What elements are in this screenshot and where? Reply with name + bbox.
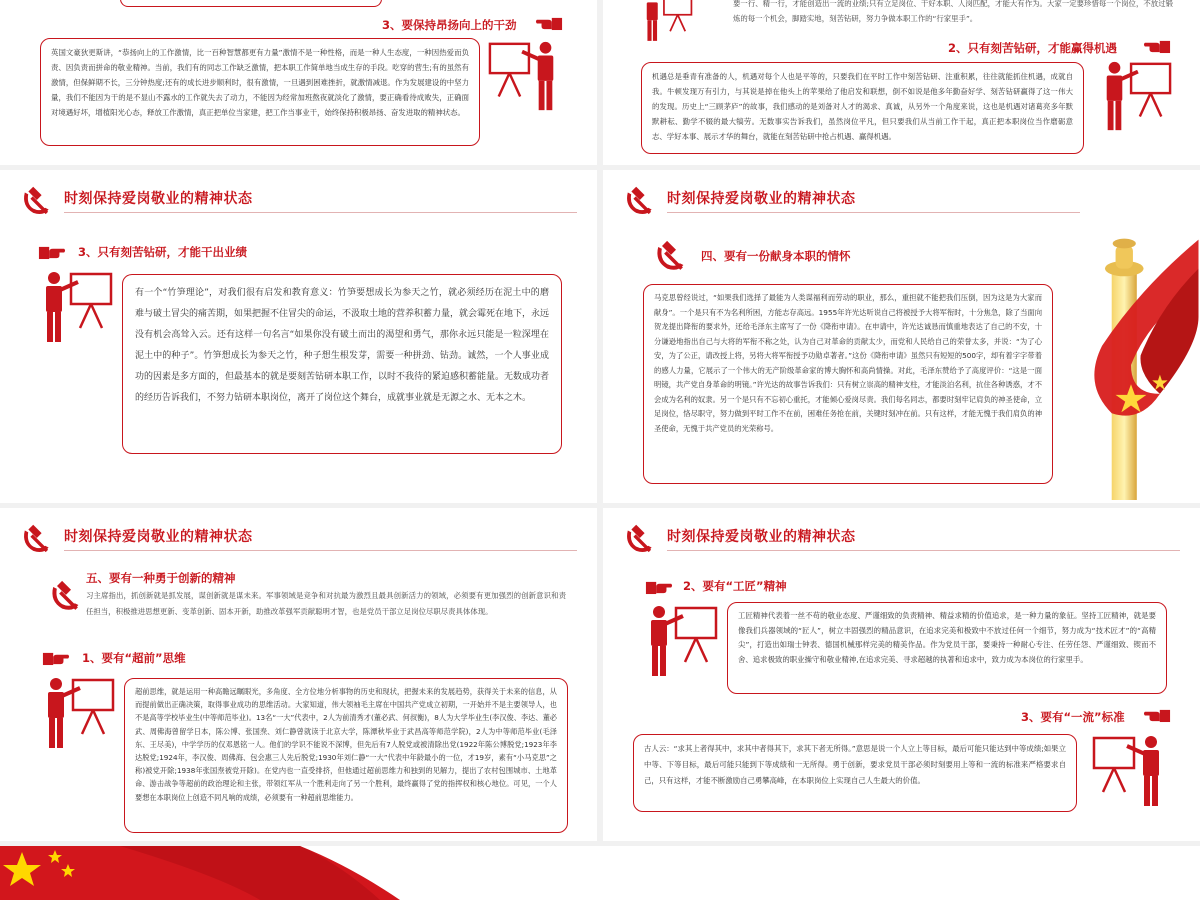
title-underline <box>64 550 577 551</box>
slide-bottom-left <box>0 508 597 841</box>
content-text: 古人云：“求其上者得其中，求其中者得其下，求其下者无所得。”意思是说一个人立上等目标，最后可能只能达到中等成绩;如果立中等、下等目标，最后可能只能到下等成绩和一无所得。勇于创新，要求党员干部必须时刻要用上等和一流的标准来严格要求自己，只有这样，才能不断激励自己勇攀高峰，在本职岗位上实现自己人生最大的价值。 <box>644 744 1066 785</box>
hand-point-icon <box>1143 708 1171 723</box>
party-emblem-icon <box>18 184 52 218</box>
content-text: 有一个“竹笋理论”，对我们很有启发和教育意义：竹笋要想成长为参天之竹，就必须经历在泥土中的磨难与破土冒尖的痛苦期，如果把握不住冒尖的命运，不汲取土地的营养积蓄力量，就会霉死在地下，永远没有机会高耸入云。还有这样一句名言“如果你没有破土而出的渴望和勇气，那你永远只能是一粒深埋在泥土中的种子”。竹笋想成长为参天之竹，种子想生根发芽，需要一种拼劲、钻劲。诚然，一个人事业成功的因素是多方面的，但最基本的就是要刻苦钻研本职工作，以时不我待的紧迫感积蓄能量。无数成功者的经历告诉我们，不努力钻研本职岗位，离开了岗位这个舞台，成就事业就是无源之水、无本之木。 <box>135 288 550 403</box>
teacher-board-icon <box>1091 732 1171 812</box>
hand-point-icon <box>645 580 673 595</box>
content-box <box>122 274 562 454</box>
sickle-hammer-icon <box>46 578 82 614</box>
slide-top-left <box>0 0 597 165</box>
slide-title: 时刻保持爱岗敬业的精神状态 <box>667 529 856 545</box>
slide-title: 时刻保持爱岗敬业的精神状态 <box>64 529 253 545</box>
content-text: 机遇总是垂青有准备的人，机遇对每个人也是平等的，只要我们在平时工作中刻苦钻研、注重积累，往往就能抓住机遇，成就自我。牛顿发现万有引力，与其说是掉在他头上的苹果给了他启发和联想，倒不如说是他多年勤奋好学、刻苦钻研赢得了这一伟大的发现。历史上“三顾茅庐”的故事，我们感动的是刘备对人才的渴求、真诚，从另外一个角度来说，这也是机遇对诸葛亮多年默默耕耘、勤学不辍的最大犒劳。无数事实告诉我们，虽然岗位平凡，但只要我们从当前工作干起，真正把本职岗位当作磨砺意志、学好本事、展示才华的舞台，就能在刻苦钻研中抢占机遇、赢得机遇。 <box>652 72 1073 141</box>
content-box <box>643 284 1053 484</box>
content-text: 英国文豪狄更斯讲，“恭扬向上的工作激情，比一百种智慧都更有力量”激情不是一种性格，而是一种人生态度，一种因热爱而负责、因负责而拼命的敬业精神。当前，我们有的同志工作缺乏激情，把本职工作简单地当成生存的手段。吃穿的营生;有的虽然有激情，但保鲜期不长，三分钟热度;还有的成长进步顺利时，很有激情，一旦遇到困难挫折，就激情减退。作为发展建设的中坚力量，我们不能因为干的是不显山不露水的工作就失去了动力，不能因为经常加班熬夜就淡化了激情，要正确看待成败失，正确面对境遇好坏，增植阳光心态，释放工作激情，真正把单位当家建，把工作当事业干，始终保持积极昂扬、奋发进取的精神状态。 <box>51 48 469 117</box>
party-emblem-icon <box>18 522 52 556</box>
slide-mid-left <box>0 170 597 503</box>
slide-bottom-strip <box>0 846 1200 900</box>
teacher-board-icon <box>36 674 116 754</box>
content-box <box>641 62 1084 154</box>
hand-point-icon <box>1143 39 1171 54</box>
teacher-board-icon <box>487 38 565 116</box>
hand-point-icon <box>38 245 66 260</box>
slide-mid-right <box>603 170 1200 503</box>
section-heading: 2、要有“工匠”精神 <box>683 579 787 593</box>
teacher-board-icon <box>1095 58 1173 136</box>
content-box <box>633 734 1077 812</box>
section-heading: 四、要有一份献身本职的情怀 <box>701 249 851 263</box>
content-box <box>124 678 568 833</box>
content-text: 超前思维，就是运用一种高瞻远瞩眼光，多角度、全方位地分析事物的历史和现状，把握未来的发展趋势，获得关于未来的信息，从而提前做出正确决策，取得事业成功的思维活动。大家知道，伟大领袖毛主席在中国共产党成立初期，一开始并不是主要领导人，也不是高等学校毕业生(中等师范毕业)。13名“一大”代表中，2人为前清秀才(董必武、何叔衡)，8人为大学毕业生(李汉俊、李达、董必武、周佛海曾留学日本，陈公博、张国焘、刘仁静曾就读于北京大学，陈潭秋毕业于武昌高等师范学院)，2人为中等师范毕业(毛泽东、王尽美)，中学学历的仅邓恩铭一人。他们的学识不能说不深博，但先后有7人脱党或被清除出党(1922年陈公博脱党;1923年李达脱党;1924年，李汉俊、周佛海、包会惠三人先后脱党;1930年刘仁静“一大”代表中年龄最小的一位，才19岁，素有“小马克思”之称)被党开除;1938年张国焘被党开除)。在党内也一直受排挤，但他通过超前思维力和独到的见解力，提出了农村包围城市、土地革命、游击战争等超前的政治理论和主张，带领红军从一个胜利走向了另一个胜利，最终赢得了党的指挥权和核心地位。可见，一个人要想在本职岗位上创造不同凡响的成绩，必须要有一种超前思维能力。 <box>135 687 557 802</box>
previous-box-edge <box>120 0 382 7</box>
content-box <box>727 602 1167 694</box>
section-heading: 3、要保持昂扬向上的干劲 <box>382 18 517 32</box>
section-text: 习主席指出，抓创新就是抓发展，谋创新就是谋未来。军事领域是竞争和对抗最为激烈且最具创新活力的领域，必须要有更加强烈的创新意识和责任担当，积极推进思想更新、变革创新、固本开新，助推改革强军贡献聪明才智，也是党员干部立足岗位尽职尽责具体体现。 <box>86 591 566 616</box>
slide-title: 时刻保持爱岗敬业的精神状态 <box>667 191 856 207</box>
sickle-hammer-icon <box>651 238 687 274</box>
slide-top-right <box>603 0 1200 165</box>
section-heading: 1、要有“超前”思维 <box>82 651 186 665</box>
section-heading: 五、要有一种勇于创新的精神 <box>86 571 236 585</box>
hand-point-icon <box>535 16 563 31</box>
teacher-board-icon <box>34 268 114 348</box>
section-heading: 3、只有刻苦钻研，才能干出业绩 <box>78 245 247 259</box>
title-underline <box>667 550 1180 551</box>
huabiao-column-image <box>1061 230 1200 500</box>
section-heading: 2、只有刻苦钻研，才能赢得机遇 <box>948 41 1117 55</box>
slide-bottom-right <box>603 508 1200 841</box>
hand-point-icon <box>42 651 70 666</box>
flag-star-icon <box>0 846 400 900</box>
title-underline <box>64 212 577 213</box>
teacher-board-icon <box>631 0 701 45</box>
content-box <box>40 38 480 146</box>
content-text: 马克思曾经说过，“如果我们选择了最能为人类谋福利而劳动的职业，那么，重担就不能把我们压倒，因为这是为大家而献身”。一个是只有不为名利所困，方能志存高远。1955年许光达听说自己将被授予大将军衔时，十分焦急，除了当面向贺龙提出降衔的要求外，还给毛泽东主席写了一份《降衔申请》。在申请中，许光达诚恳而慎重地表达了自己的不安，十分谦逊地指出自己与大将的军衔不称之处，认为自己对革命的贡献太少，而党和人民给自己的荣誉太多，并说：“为了心安，为了公正，请改授上将，另将大将军衔授予功勋卓著者。”这份《降衔申请》虽然只有短短的500字，却有着字字带着的感人力量，它展示了一个伟大的无产阶级革命家的博大胸怀和高尚情操。对此，毛泽东赞给予了高度评价：“这是一面明镜，共产党自身革命的明镜。”许光达的故事告诉我们：只有树立崇高的精神支柱，才能淡泊名利，抗住各种诱惑，才不会成为名利的奴隶。另一个是只有不忘初心重托，才能倾心爱岗尽责。我们每名同志，都要时刻牢记肩负的神圣使命，立足岗位，恪尽职守，努力做到平时工作不在前，困难任务抢在前，关键时刻冲在前。只有这样，才能无愧于我们肩负的神圣使命，无愧于共产党员的光荣称号。 <box>654 293 1042 433</box>
party-emblem-icon <box>621 522 655 556</box>
content-text-top: 要一行、精一行，才能创造出一流的业绩;只有立足岗位、干好本职、人岗匹配，才能大有作为。大家一定要珍惜每一个岗位，不放过锻炼的每一个机会，脚踏实地，刻苦钻研，努力争做本职工作的“行家里手”。 <box>733 0 1173 23</box>
party-emblem-icon <box>621 184 655 218</box>
slide-title: 时刻保持爱岗敬业的精神状态 <box>64 191 253 207</box>
section-heading: 3、要有“一流”标准 <box>1021 710 1125 724</box>
title-underline <box>667 212 1080 213</box>
teacher-board-icon <box>639 602 719 682</box>
content-text: 工匠精神代表着一丝不苟的敬业态度、严谨细致的负责精神、精益求精的价值追求，是一种力量的象征。坚持工匠精神，就是要像我们兵器领域的“匠人”，树立丰固强烈的精品意识，在追求完美和极致中不放过任何一个细节，努力成为“技术匠才”的“高精尖”，打造出如瑞士钟表、德国机械那样完美的精美作品。作为党员干部，要秉持一种耐心专注、任劳任怨、严谨细致、锲而不舍、追求极致的职业操守和敬业精神,在追求完美、寻求超越的执著和追求中，致力成为本岗位的行家里手。 <box>738 611 1156 664</box>
